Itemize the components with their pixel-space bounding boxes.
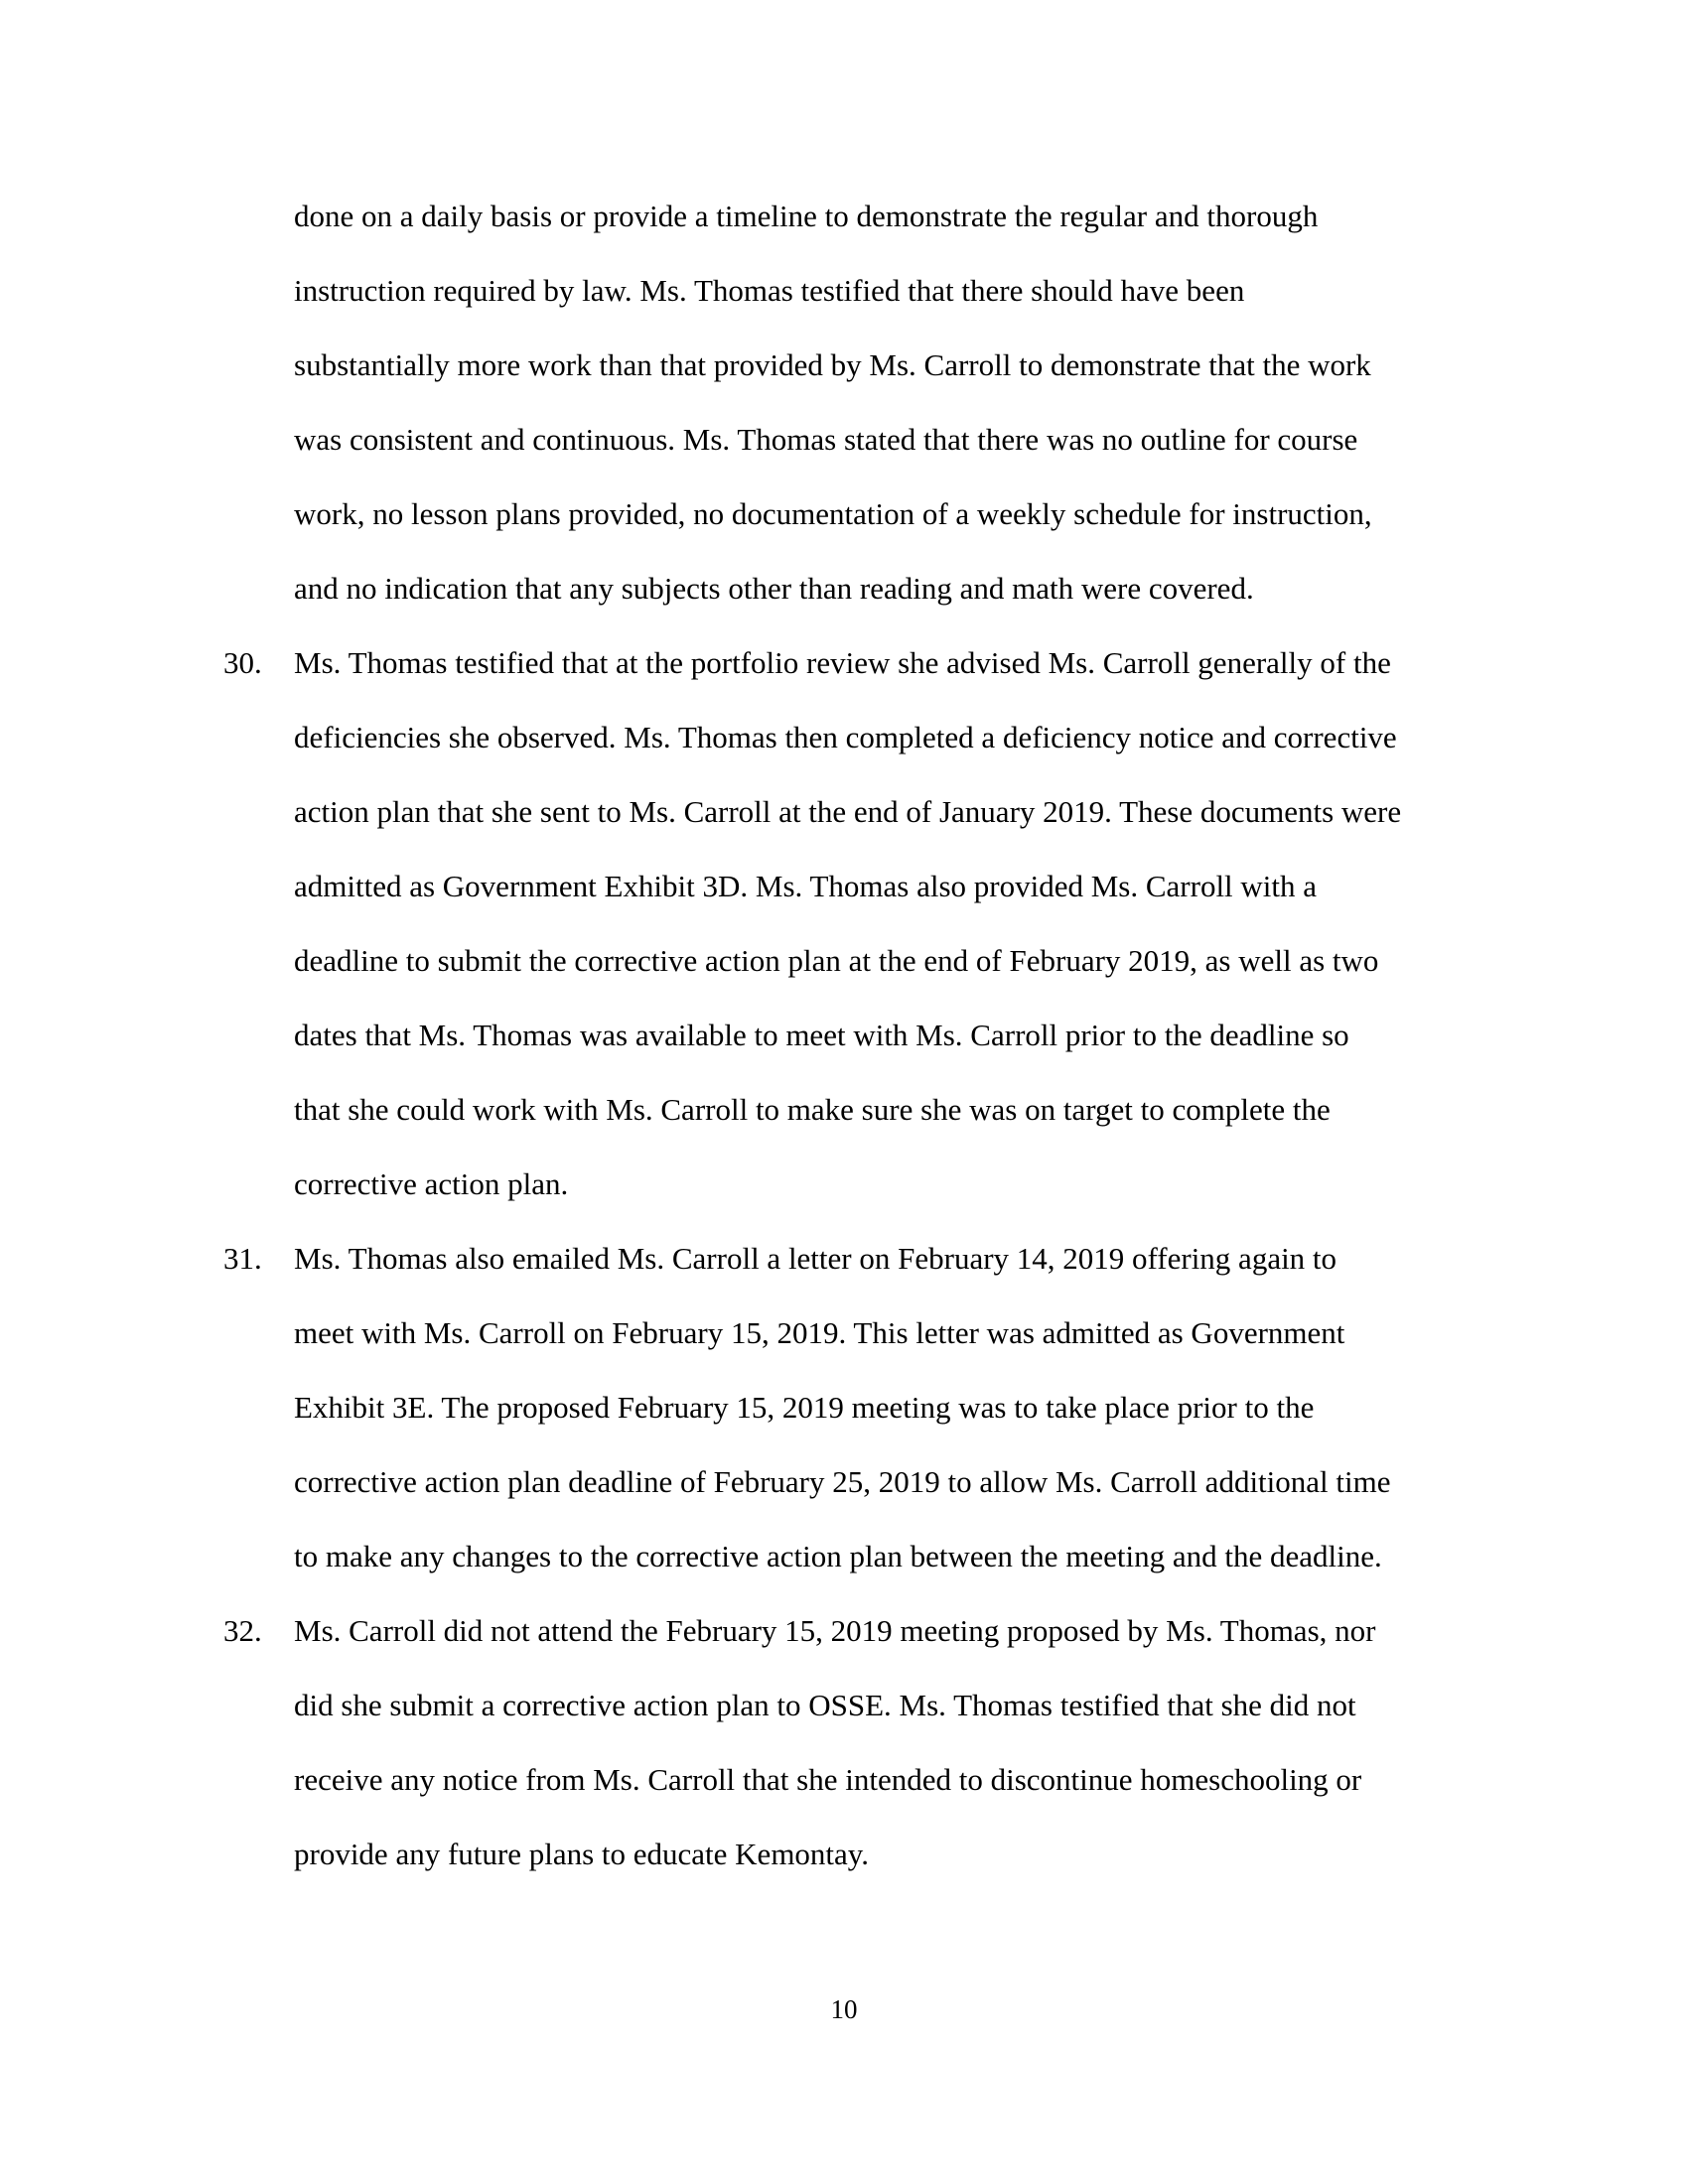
text-line: provide any future plans to educate Kemontay. [294, 1837, 870, 1871]
text-line: Ms. Carroll did not attend the February 15, 2019 meeting proposed by Ms. Thomas, nor [294, 1613, 1376, 1648]
text-line: admitted as Government Exhibit 3D. Ms. Thomas also provided Ms. Carroll with a [294, 869, 1318, 903]
paragraph-number: 32. [223, 1613, 262, 1648]
page-number: 10 [830, 1994, 858, 2024]
text-line: was consistent and continuous. Ms. Thomas stated that there was no outline for course [294, 422, 1358, 457]
text-line: dates that Ms. Thomas was available to meet with Ms. Carroll prior to the deadline so [294, 1018, 1349, 1052]
text-line: corrective action plan deadline of February 25, 2019 to allow Ms. Carroll additional time [294, 1464, 1391, 1499]
text-line: action plan that she sent to Ms. Carroll at the end of January 2019. These documents were [294, 794, 1402, 829]
text-line: and no indication that any subjects other than reading and math were covered. [294, 571, 1254, 606]
text-line: Ms. Thomas also emailed Ms. Carroll a letter on February 14, 2019 offering again to [294, 1241, 1337, 1276]
text-line: Exhibit 3E. The proposed February 15, 2019 meeting was to take place prior to the [294, 1390, 1315, 1425]
text-line: Ms. Thomas testified that at the portfolio review she advised Ms. Carroll generally of the [294, 645, 1391, 680]
text-line: that she could work with Ms. Carroll to make sure she was on target to complete the [294, 1092, 1331, 1127]
text-line: meet with Ms. Carroll on February 15, 2019. This letter was admitted as Government [294, 1315, 1345, 1350]
text-line: work, no lesson plans provided, no documentation of a weekly schedule for instruction, [294, 496, 1372, 531]
paragraph-number: 31. [223, 1241, 262, 1276]
text-line: done on a daily basis or provide a timeline to demonstrate the regular and thorough [294, 199, 1319, 233]
paragraph-number: 30. [223, 645, 262, 680]
text-line: substantially more work than that provided by Ms. Carroll to demonstrate that the work [294, 347, 1371, 382]
text-line: to make any changes to the corrective action plan between the meeting and the deadline. [294, 1539, 1382, 1573]
text-line: corrective action plan. [294, 1166, 569, 1201]
text-line: receive any notice from Ms. Carroll that she intended to discontinue homeschooling or [294, 1762, 1362, 1797]
text-line: instruction required by law. Ms. Thomas testified that there should have been [294, 273, 1245, 308]
text-line: deadline to submit the corrective action plan at the end of February 2019, as well as two [294, 943, 1379, 978]
text-line: did she submit a corrective action plan to OSSE. Ms. Thomas testified that she did not [294, 1688, 1356, 1722]
text-line: deficiencies she observed. Ms. Thomas then completed a deficiency notice and corrective [294, 720, 1397, 754]
